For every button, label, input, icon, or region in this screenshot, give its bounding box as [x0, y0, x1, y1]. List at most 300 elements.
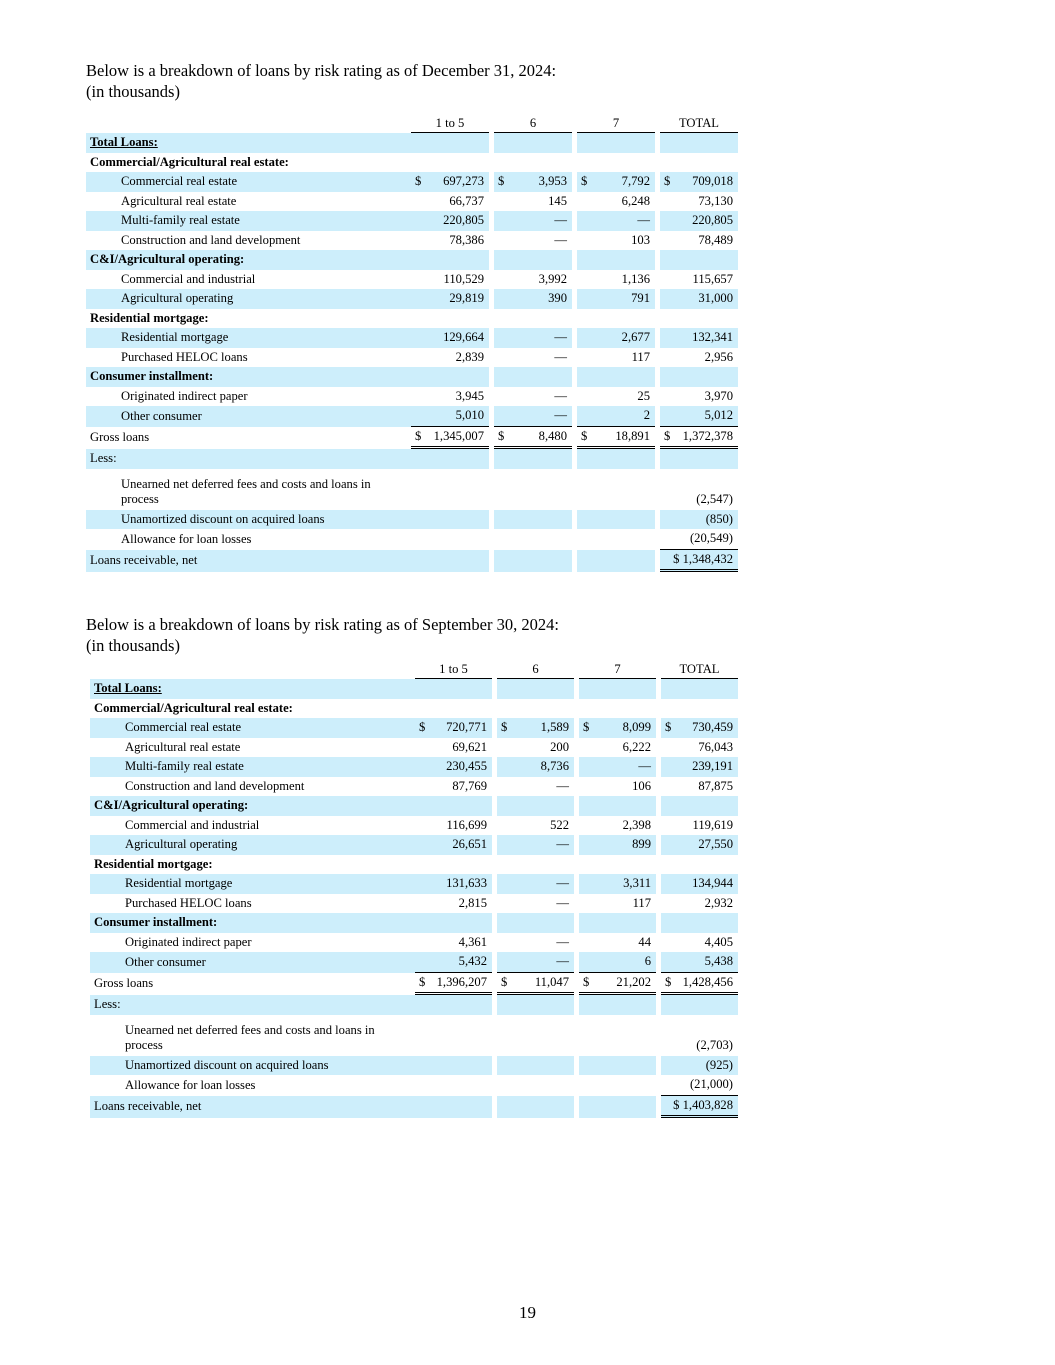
cell-value: — [556, 837, 569, 851]
cell-value: 5,432 [458, 954, 487, 968]
cell-value: 390 [548, 291, 567, 305]
value-cell [411, 172, 489, 192]
value-cell [579, 952, 656, 973]
table-section-sep-2024 [86, 614, 738, 1118]
value-cell [661, 874, 738, 894]
dollar-sign: $ [583, 974, 590, 989]
value-cell [579, 738, 656, 758]
table-row [90, 679, 738, 699]
value-cell [415, 796, 492, 816]
value-cell [415, 952, 492, 973]
value-cell [577, 153, 655, 173]
cell-value: — [554, 330, 567, 344]
table-row [86, 192, 738, 212]
value-cell [497, 835, 574, 855]
row-label: Agricultural real estate [121, 193, 237, 208]
value-cell [579, 777, 656, 797]
value-cell [577, 133, 655, 153]
cell-value: 2,815 [458, 895, 487, 910]
value-cell [411, 250, 489, 270]
value-cell [577, 270, 655, 290]
value-cell [577, 192, 655, 212]
row-label: Agricultural real estate [125, 739, 241, 754]
cell-value: — [554, 232, 567, 247]
value-cell [579, 816, 656, 836]
value-cell [661, 952, 738, 973]
cell-value: 76,043 [698, 739, 733, 754]
value-cell [660, 348, 738, 368]
value-cell [411, 192, 489, 212]
row-label: Consumer installment: [86, 367, 411, 387]
row-label: C&I/Agricultural operating: [90, 796, 415, 816]
row-label-text: Unearned net deferred fees and costs and loans in process [125, 1022, 375, 1052]
row-label: Agricultural operating [90, 835, 415, 855]
row-label: Commercial real estate [90, 718, 415, 738]
value-cell [497, 952, 574, 973]
dollar-sign: $ [419, 720, 426, 734]
value-cell [660, 367, 738, 387]
value-cell [577, 289, 655, 309]
cell-value: 791 [631, 291, 650, 305]
value-cell [411, 153, 489, 173]
value-cell [661, 718, 738, 738]
cell-value: 5,438 [704, 954, 733, 968]
cell-value: 709,018 [692, 174, 733, 188]
value-cell [415, 718, 492, 738]
value-cell [579, 894, 656, 914]
value-cell [661, 796, 738, 816]
table-row [86, 172, 738, 192]
row-label: Purchased HELOC loans [125, 895, 252, 910]
value-cell [579, 1056, 656, 1076]
cell-value: 2,398 [622, 817, 651, 832]
cell-value: 1,428,456 [682, 974, 733, 989]
value-cell [579, 718, 656, 738]
row-label: Less: [86, 449, 411, 469]
value-cell [415, 679, 492, 699]
row-label: Consumer installment: [90, 913, 415, 933]
value-cell [411, 289, 489, 309]
value-cell [415, 894, 492, 914]
row-label-text: Total Loans: [90, 135, 158, 149]
row-label: Allowance for loan losses [125, 1077, 256, 1092]
table-row [90, 699, 738, 719]
table-row [86, 289, 738, 309]
intro-line: Below is a breakdown of loans by risk rating as of December 31, 2024: [86, 61, 557, 80]
value-cell [661, 699, 738, 719]
header-spacer [86, 115, 411, 133]
value-cell [579, 933, 656, 953]
value-cell [415, 757, 492, 777]
cell-value: 26,651 [452, 837, 487, 851]
cell-value: 6,248 [621, 193, 650, 208]
cell-value: 2,956 [704, 349, 733, 364]
row-label: Agricultural operating [86, 289, 411, 309]
row-label: Commercial real estate [86, 172, 411, 192]
table-row [86, 211, 738, 231]
column-header: TOTAL [661, 661, 738, 679]
cell-value: 110,529 [443, 271, 484, 286]
value-cell [411, 469, 489, 510]
row-label [86, 133, 411, 153]
cell-value: — [556, 778, 569, 793]
value-cell [411, 449, 489, 469]
cell-value: 8,480 [538, 428, 567, 443]
row-label: Residential mortgage: [90, 310, 209, 325]
dollar-sign: $ [498, 428, 505, 443]
row-label [90, 679, 415, 699]
table-row [90, 973, 738, 996]
value-cell [661, 973, 738, 996]
table-row [90, 1096, 738, 1119]
cell-value: 5,010 [455, 408, 484, 422]
cell-value: — [638, 759, 651, 773]
value-cell [497, 1075, 574, 1096]
value-cell [415, 855, 492, 875]
cell-value: — [556, 934, 569, 949]
value-cell [415, 874, 492, 894]
value-cell [497, 855, 574, 875]
table-row [90, 874, 738, 894]
dollar-sign: $ [665, 720, 672, 734]
value-cell [497, 738, 574, 758]
row-label: Allowance for loan losses [121, 531, 252, 546]
table-row [90, 796, 738, 816]
value-cell [494, 289, 572, 309]
value-cell [494, 231, 572, 251]
value-cell: (925) [661, 1056, 738, 1076]
value-cell [497, 1015, 574, 1056]
value-cell [415, 1075, 492, 1096]
table-row [86, 387, 738, 407]
value-cell [497, 973, 574, 996]
table-row [86, 270, 738, 290]
table-row [90, 1056, 738, 1076]
value-cell [411, 231, 489, 251]
cell-value: 78,386 [449, 232, 484, 247]
value-cell [661, 995, 738, 1015]
cell-value: 87,769 [452, 778, 487, 793]
value-cell [577, 427, 655, 450]
row-label: Less: [90, 995, 415, 1015]
cell-value: 230,455 [446, 759, 487, 773]
cell-value: 2 [643, 408, 650, 422]
value-cell [579, 874, 656, 894]
cell-value: 87,875 [698, 778, 733, 793]
row-label-text: Unearned net deferred fees and costs and loans in process [121, 476, 371, 506]
row-label: Construction and land development [125, 778, 305, 793]
value-cell [660, 192, 738, 212]
dollar-sign: $ [581, 428, 588, 443]
value-cell [579, 835, 656, 855]
cell-value: 117 [632, 895, 651, 910]
value-cell [415, 1096, 492, 1119]
cell-value: 3,992 [538, 271, 567, 286]
cell-value: 5,012 [704, 408, 733, 422]
value-cell [577, 529, 655, 550]
cell-value: 27,550 [698, 837, 733, 851]
value-cell [577, 211, 655, 231]
value-cell [577, 309, 655, 329]
value-cell [497, 816, 574, 836]
row-label: Commercial/Agricultural real estate: [94, 700, 293, 715]
value-cell [415, 816, 492, 836]
table-row [90, 757, 738, 777]
column-header: 1 to 5 [411, 115, 489, 133]
value-cell [660, 231, 738, 251]
cell-value: 4,361 [458, 934, 487, 949]
units-note: (in thousands) [86, 82, 180, 101]
column-header-row [86, 115, 738, 133]
table-row [86, 133, 738, 153]
table-section-dec-2024 [86, 60, 738, 572]
value-cell [411, 348, 489, 368]
dollar-sign: $ [498, 174, 505, 188]
value-cell [494, 250, 572, 270]
row-label: Loans receivable, net [90, 1096, 415, 1119]
cell-value: 6,222 [622, 739, 651, 754]
value-cell [494, 367, 572, 387]
column-header: 6 [497, 661, 574, 679]
cell-value: 78,489 [698, 232, 733, 247]
cell-value: — [554, 349, 567, 364]
cell-value: 522 [550, 817, 569, 832]
value-cell [494, 406, 572, 427]
value-cell [411, 529, 489, 550]
units-note: (in thousands) [86, 636, 180, 655]
table-row [86, 309, 738, 329]
column-header: TOTAL [660, 115, 738, 133]
cell-value: 115,657 [692, 271, 733, 286]
cell-value: 1,136 [621, 271, 650, 286]
value-cell [411, 550, 489, 573]
cell-value: — [554, 388, 567, 403]
row-label-text: Total Loans: [94, 681, 162, 695]
header-spacer [90, 661, 415, 679]
table-row [90, 952, 738, 973]
table-row [86, 427, 738, 450]
column-header-row [90, 661, 738, 679]
value-cell [577, 406, 655, 427]
cell-value: 3,953 [538, 174, 567, 188]
cell-value: 117 [631, 349, 650, 364]
value-cell [497, 995, 574, 1015]
row-label: Commercial and industrial [121, 271, 256, 286]
value-cell: (21,000) [661, 1075, 738, 1096]
cell-value: 129,664 [443, 330, 484, 344]
table-row [86, 550, 738, 573]
cell-value: 29,819 [449, 291, 484, 305]
cell-value: 3,945 [455, 388, 484, 403]
risk-rating-table [86, 115, 738, 572]
row-label [86, 469, 411, 510]
cell-value: 31,000 [698, 291, 733, 305]
value-cell [411, 211, 489, 231]
value-cell [411, 309, 489, 329]
table-row [86, 449, 738, 469]
value-cell [660, 153, 738, 173]
column-header: 1 to 5 [415, 661, 492, 679]
value-cell [661, 855, 738, 875]
value-cell [415, 699, 492, 719]
value-cell [577, 550, 655, 573]
row-label: Multi-family real estate [86, 211, 411, 231]
value-cell [579, 1096, 656, 1119]
cell-value: 119,619 [692, 817, 733, 832]
intro-text [86, 614, 738, 656]
value-cell [577, 250, 655, 270]
cell-value: 73,130 [698, 193, 733, 208]
table-row [86, 328, 738, 348]
value-cell [497, 874, 574, 894]
row-label: Gross loans [94, 976, 154, 990]
cell-value: 18,891 [615, 428, 650, 443]
table-row [86, 348, 738, 368]
value-cell [661, 738, 738, 758]
row-label: Originated indirect paper [125, 934, 252, 949]
value-cell [660, 289, 738, 309]
dollar-sign: $ [415, 428, 422, 443]
intro-line: Below is a breakdown of loans by risk rating as of September 30, 2024: [86, 615, 559, 634]
table-row [90, 1075, 738, 1096]
value-cell [497, 1056, 574, 1076]
cell-value: 11,047 [534, 974, 569, 989]
value-cell [660, 328, 738, 348]
column-header: 7 [577, 115, 655, 133]
table-row [86, 469, 738, 510]
cell-value: 4,405 [704, 934, 733, 949]
value-cell [661, 913, 738, 933]
value-cell [494, 192, 572, 212]
value-cell [415, 835, 492, 855]
cell-value: 116,699 [446, 817, 487, 832]
value-cell [494, 172, 572, 192]
value-cell [660, 427, 738, 450]
value-cell [577, 387, 655, 407]
table-row [90, 995, 738, 1015]
value-cell [415, 1056, 492, 1076]
cell-value: 106 [632, 778, 651, 793]
cell-value: 2,839 [455, 349, 484, 364]
cell-value: — [637, 213, 650, 227]
cell-value: 220,805 [443, 213, 484, 227]
value-cell [660, 387, 738, 407]
cell-value: 6 [644, 954, 651, 968]
cell-value: 1,345,007 [433, 428, 484, 443]
value-cell [494, 153, 572, 173]
value-cell [660, 211, 738, 231]
value-cell [660, 133, 738, 153]
cell-value: 730,459 [692, 720, 733, 734]
cell-value: 66,737 [449, 193, 484, 208]
row-label: Construction and land development [121, 232, 301, 247]
value-cell [577, 348, 655, 368]
cell-value: 720,771 [446, 720, 487, 734]
value-cell [497, 796, 574, 816]
row-label: Loans receivable, net [86, 550, 411, 573]
value-cell [415, 1015, 492, 1056]
table-row [90, 816, 738, 836]
value-cell [411, 510, 489, 530]
value-cell [497, 679, 574, 699]
value-cell [415, 995, 492, 1015]
value-cell [494, 529, 572, 550]
value-cell [411, 427, 489, 450]
cell-value: 132,341 [692, 330, 733, 344]
value-cell [577, 367, 655, 387]
dollar-sign: $ [665, 974, 672, 989]
cell-value: 3,970 [704, 388, 733, 403]
value-cell [577, 469, 655, 510]
value-cell [411, 367, 489, 387]
value-cell: (2,703) [696, 1037, 733, 1052]
value-cell [494, 510, 572, 530]
cell-value: 1,372,378 [682, 428, 733, 443]
value-cell [660, 406, 738, 427]
cell-value: 69,621 [452, 739, 487, 754]
row-label: Purchased HELOC loans [121, 349, 248, 364]
dollar-sign: $ [664, 174, 671, 188]
value-cell [411, 270, 489, 290]
cell-value: 697,273 [443, 174, 484, 188]
row-label: Gross loans [90, 430, 150, 444]
value-cell [497, 894, 574, 914]
cell-value: — [556, 954, 569, 968]
value-cell [494, 348, 572, 368]
cell-value: — [556, 895, 569, 910]
value-cell [577, 449, 655, 469]
row-label: Multi-family real estate [90, 757, 415, 777]
value-cell [579, 973, 656, 996]
value-cell [494, 309, 572, 329]
value-cell [661, 835, 738, 855]
row-label: Unamortized discount on acquired loans [90, 1056, 415, 1076]
value-cell [497, 933, 574, 953]
value-cell [579, 1075, 656, 1096]
value-cell [577, 510, 655, 530]
value-cell: $ 1,403,828 [661, 1096, 738, 1119]
value-cell [497, 913, 574, 933]
value-cell [494, 387, 572, 407]
cell-value: 1,396,207 [436, 974, 487, 989]
cell-value: 103 [631, 232, 650, 247]
value-cell [494, 469, 572, 510]
row-label: Residential mortgage [90, 874, 415, 894]
cell-value: 2,932 [704, 895, 733, 910]
value-cell [494, 550, 572, 573]
cell-value: 8,736 [540, 759, 569, 773]
value-cell [579, 699, 656, 719]
value-cell [497, 1096, 574, 1119]
cell-value: 220,805 [692, 213, 733, 227]
value-cell [415, 913, 492, 933]
row-label: Residential mortgage: [94, 856, 213, 871]
table-row [90, 777, 738, 797]
value-cell [660, 172, 738, 192]
cell-value: 239,191 [692, 759, 733, 773]
value-cell [415, 973, 492, 996]
value-cell [579, 855, 656, 875]
dollar-sign: $ [664, 428, 671, 443]
value-cell [661, 894, 738, 914]
row-label: C&I/Agricultural operating: [86, 250, 411, 270]
value-cell [497, 699, 574, 719]
value-cell [411, 387, 489, 407]
cell-value: 145 [548, 193, 567, 208]
cell-value: 44 [638, 934, 651, 949]
value-cell [579, 1015, 656, 1056]
table-row [86, 153, 738, 173]
